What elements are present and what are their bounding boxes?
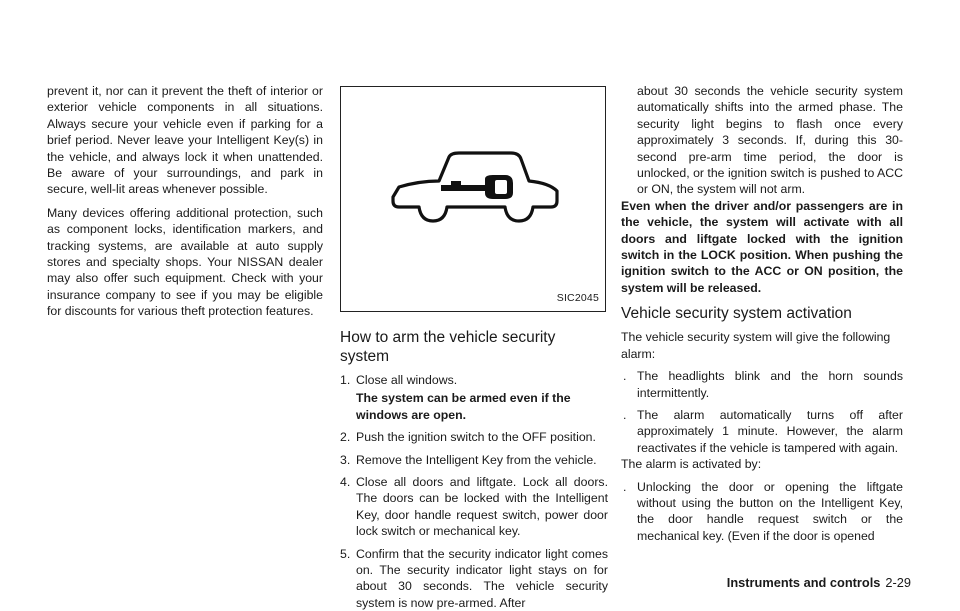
paragraph-activated-by: The alarm is activated by: (621, 457, 762, 472)
step-note-bold: The system can be armed even if the windows are open. (356, 391, 571, 422)
list-item: 1. Close all windows. (340, 373, 458, 387)
paragraph-alarm-intro: The vehicle security system will give the following alarm: (621, 330, 891, 361)
bullet-marker: . (623, 479, 627, 494)
list-item: . The alarm automatically turns off after approximately 1 minute. However, the alarm reactivates if the vehicle is tampered with again. (623, 407, 903, 455)
figure-code: SIC2045 (556, 291, 599, 304)
bullet-marker: . (623, 407, 627, 422)
paragraph-protection-devices: Many devices offering additional protection, such as component locks, identification markers, and tracking systems, are available at auto supply stores and specialty shops. Your NISSAN dealer may also offer such equipment. Check with your insurance company to see if you may be eligible for discounts for various theft protection features. (47, 205, 323, 319)
footer-section-title: Instruments and controls (726, 575, 881, 590)
page-footer (727, 575, 911, 590)
list-item: . Unlocking the door or opening the liftgate without using the button on the Intelligent Key, the door handle request switch or the mechanical key. (Even if the door is opened (623, 479, 903, 543)
car-key-icon (389, 151, 561, 223)
figure-security-indicator (340, 86, 606, 312)
paragraph-bold-note: Even when the driver and/or passengers are in the vehicle, the system will activate with all doors and liftgate locked with the ignition switch in the LOCK position. When pushing the ignition switch to the ACC or ON position, the system will be released. (621, 198, 903, 295)
list-item: 5. Confirm that the security indicator light comes on. The security indicator light stays on for about 30 seconds. The vehicle security system is now pre-armed. After (340, 546, 608, 610)
list-item: 2. Push the ignition switch to the OFF position. (340, 430, 596, 445)
left-column (47, 83, 323, 320)
list-item: 4. Close all doors and liftgate. Lock all doors. The doors can be locked with the Intelligent Key, door handle request switch, power door lock switch or mechanical key. (340, 475, 608, 539)
page-number: 2-29 (885, 575, 911, 590)
heading-activation: Vehicle security system activation (621, 305, 852, 323)
list-item: . The headlights blink and the horn sounds intermittently. (623, 369, 903, 400)
list-item: 3. Remove the Intelligent Key from the vehicle. (340, 452, 597, 467)
middle-column (340, 86, 608, 611)
step-continuation: about 30 seconds the vehicle security system automatically shifts into the armed phase. The security light begins to flash once every approximately 3 seconds. If, during this 30-second pre-arm time period, the door is unlocked, or the ignition switch is pushed to ACC or ON, the system will not arm. (637, 84, 903, 197)
paragraph-theft-warning: prevent it, nor can it prevent the theft of interior or exterior vehicle components in all situations. Always secure your vehicle even if parking for a brief period. Never leave your Intelligent Key(s) in the vehicle, and always lock it when unattended. Be aware of your surroundings, and park in secure, well-lit areas whenever possible. (47, 84, 323, 197)
heading-arm-system: How to arm the vehicle security system (340, 329, 556, 365)
right-column (621, 83, 903, 544)
bullet-marker: . (623, 369, 627, 384)
arm-steps-list (340, 372, 608, 611)
